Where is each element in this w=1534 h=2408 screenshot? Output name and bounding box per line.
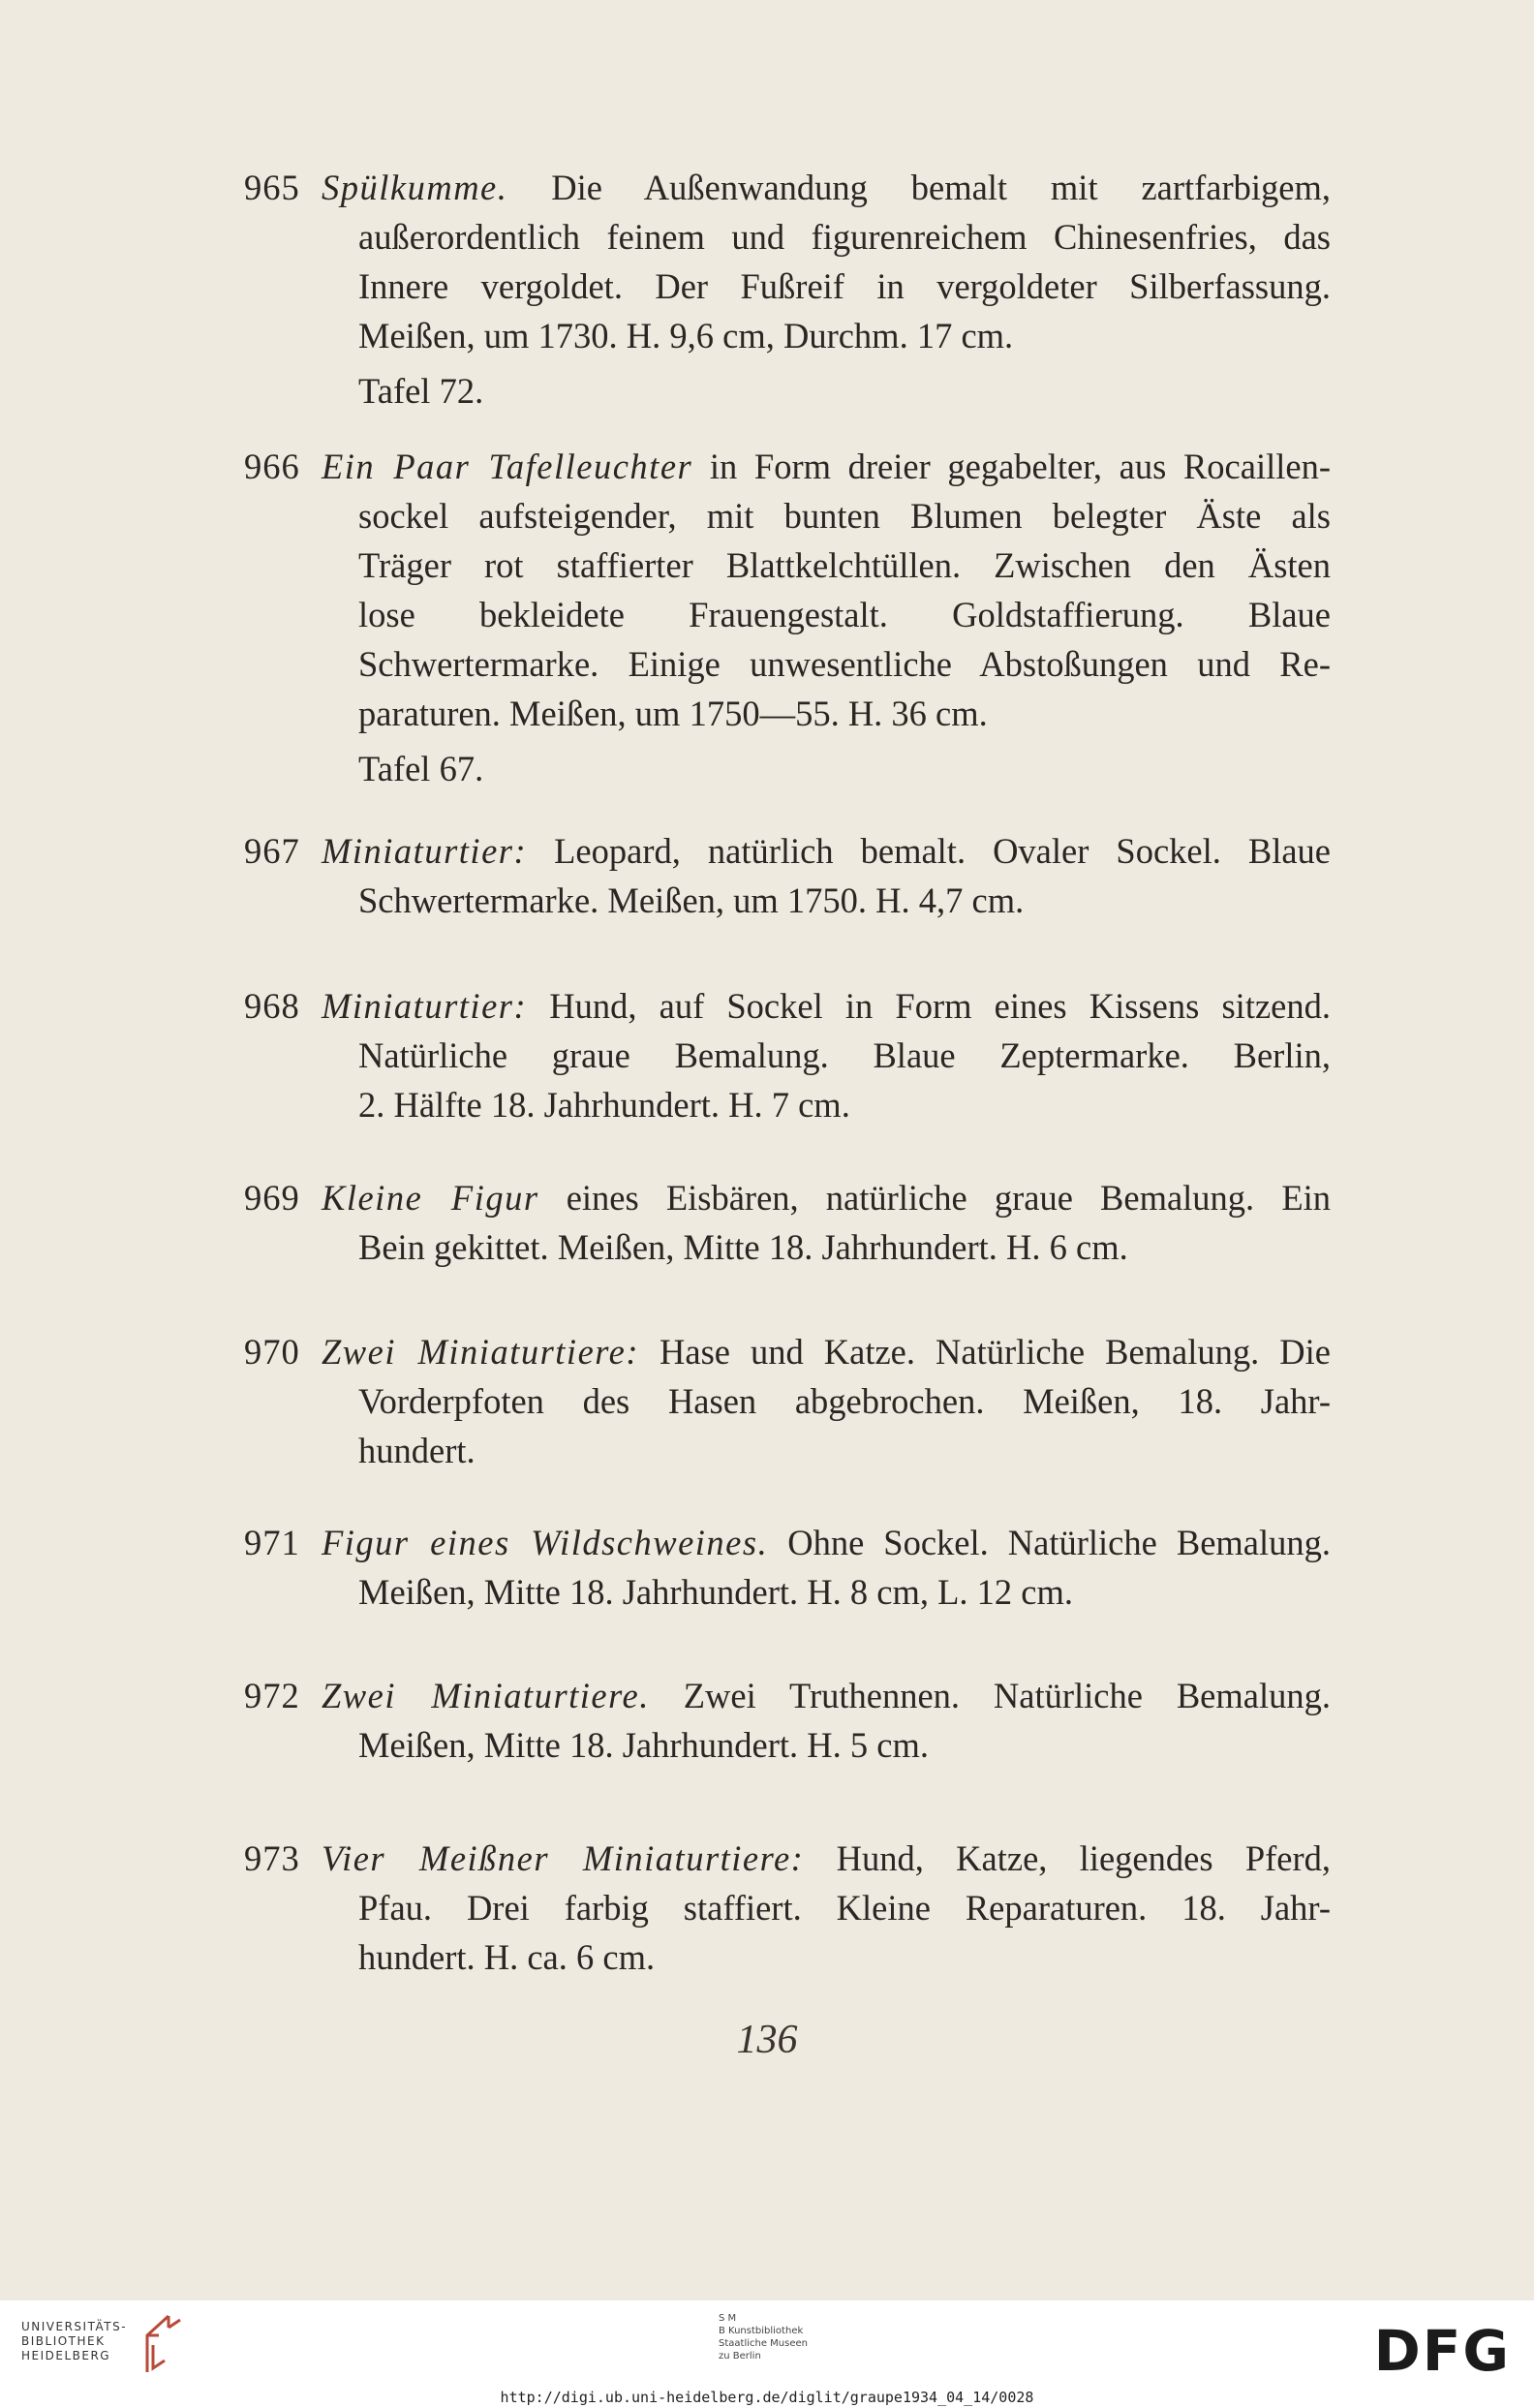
catalog-entry-966	[244, 442, 1331, 793]
entry-title: Spülkumme.	[322, 168, 508, 207]
entry-line: eines Eisbären, natürliche graue Bemalung. Ein	[566, 1178, 1332, 1218]
entry-line: Ohne Sockel. Natürliche Bemalung.	[787, 1523, 1331, 1562]
entry-number: 966	[244, 447, 300, 486]
digitization-footer	[0, 2300, 1534, 2408]
entry-line: Bein gekittet. Meißen, Mitte 18. Jahrhundert. H. 6 cm.	[358, 1227, 1128, 1267]
entry-title: Vier Meißner Miniaturtiere:	[322, 1838, 805, 1878]
entry-title: Figur eines Wildschweines.	[322, 1523, 769, 1562]
entry-line: hundert. H. ca. 6 cm.	[358, 1937, 656, 1977]
entry-line: Pfau. Drei farbig staffiert. Kleine Reparaturen. 18. Jahr-	[358, 1888, 1331, 1928]
plate-reference: Tafel 67.	[358, 749, 484, 788]
entry-title: Miniaturtier:	[322, 986, 528, 1026]
smb-logo-label: S M B Kunstbibliothek Staatliche Museen zu Berlin	[719, 2313, 808, 2362]
entry-line: hundert.	[358, 1431, 476, 1470]
entry-number: 968	[244, 986, 300, 1026]
entry-number: 967	[244, 831, 300, 871]
entry-line: Meißen, um 1730. H. 9,6 cm, Durchm. 17 cm.	[358, 316, 1014, 355]
entry-line: sockel aufsteigender, mit bunten Blumen belegter Äste als	[358, 496, 1331, 536]
entry-line: Leopard, natürlich bemalt. Ovaler Sockel. Blaue	[554, 831, 1332, 871]
entry-line: Vorderpfoten des Hasen abgebrochen. Meißen, 18. Jahr-	[358, 1381, 1331, 1421]
catalog-entry-973	[244, 1834, 1331, 1982]
entry-title: Zwei Miniaturtiere.	[322, 1676, 650, 1715]
entry-line: Die Außenwandung bemalt mit zartfarbigem,	[551, 168, 1332, 207]
entry-line: Schwertermarke. Einige unwesentliche Abstoßungen und Re-	[358, 644, 1331, 684]
entry-line: Zwei Truthennen. Natürliche Bemalung.	[683, 1676, 1331, 1715]
entry-number: 970	[244, 1332, 300, 1372]
entry-line: Meißen, Mitte 18. Jahrhundert. H. 8 cm, L. 12 cm.	[358, 1572, 1073, 1612]
entry-line: Meißen, Mitte 18. Jahrhundert. H. 5 cm.	[358, 1725, 929, 1765]
entry-title: Miniaturtier:	[322, 831, 528, 871]
catalog-entry-969	[244, 1173, 1331, 1272]
dfg-logo: DFG	[1373, 2318, 1511, 2384]
entry-line: Hase und Katze. Natürliche Bemalung. Die	[660, 1332, 1331, 1372]
university-logo-icon	[139, 2312, 184, 2376]
catalog-entry-971	[244, 1518, 1331, 1617]
entry-line: Innere vergoldet. Der Fußreif in vergoldeter Silberfassung.	[358, 266, 1331, 306]
entry-number: 972	[244, 1676, 300, 1715]
entry-number: 969	[244, 1178, 300, 1218]
entry-line: Träger rot staffierter Blattkelchtüllen. Zwischen den Ästen	[358, 545, 1331, 585]
entry-line: in Form dreier gegabelter, aus Rocaillen-	[709, 447, 1331, 486]
entry-line: lose bekleidete Frauengestalt. Goldstaffierung. Blaue	[358, 595, 1331, 634]
entry-title: Kleine Figur	[322, 1178, 539, 1218]
entry-line: Natürliche graue Bemalung. Blaue Zeptermarke. Berlin,	[358, 1035, 1331, 1075]
entry-line: außerordentlich feinem und figurenreichem Chinesenfries, das	[358, 217, 1331, 257]
permalink-url[interactable]: http://digi.ub.uni-heidelberg.de/diglit/graupe1934_04_14/0028	[500, 2389, 1034, 2406]
catalog-entry-970	[244, 1327, 1331, 1475]
university-library-label: UNIVERSITÄTS- BIBLIOTHEK HEIDELBERG	[21, 2320, 128, 2362]
entry-title: Zwei Miniaturtiere:	[322, 1332, 639, 1372]
entry-line: 2. Hälfte 18. Jahrhundert. H. 7 cm.	[358, 1085, 850, 1125]
page-number: 136	[736, 2018, 798, 2062]
entry-number: 971	[244, 1523, 300, 1562]
entry-number: 973	[244, 1838, 300, 1878]
entry-title: Ein Paar Tafelleuchter	[322, 447, 693, 486]
plate-reference: Tafel 72.	[358, 371, 484, 411]
entry-line: Schwertermarke. Meißen, um 1750. H. 4,7 cm.	[358, 880, 1025, 920]
catalog-entry-972	[244, 1671, 1331, 1770]
entry-line: Hund, auf Sockel in Form eines Kissens sitzend.	[549, 986, 1331, 1026]
catalog-entry-965	[244, 163, 1331, 416]
catalog-entry-968	[244, 981, 1331, 1129]
entry-line: Hund, Katze, liegendes Pferd,	[836, 1838, 1331, 1878]
catalog-entry-967	[244, 826, 1331, 925]
entry-number: 965	[244, 168, 300, 207]
entry-line: paraturen. Meißen, um 1750—55. H. 36 cm.	[358, 694, 988, 733]
